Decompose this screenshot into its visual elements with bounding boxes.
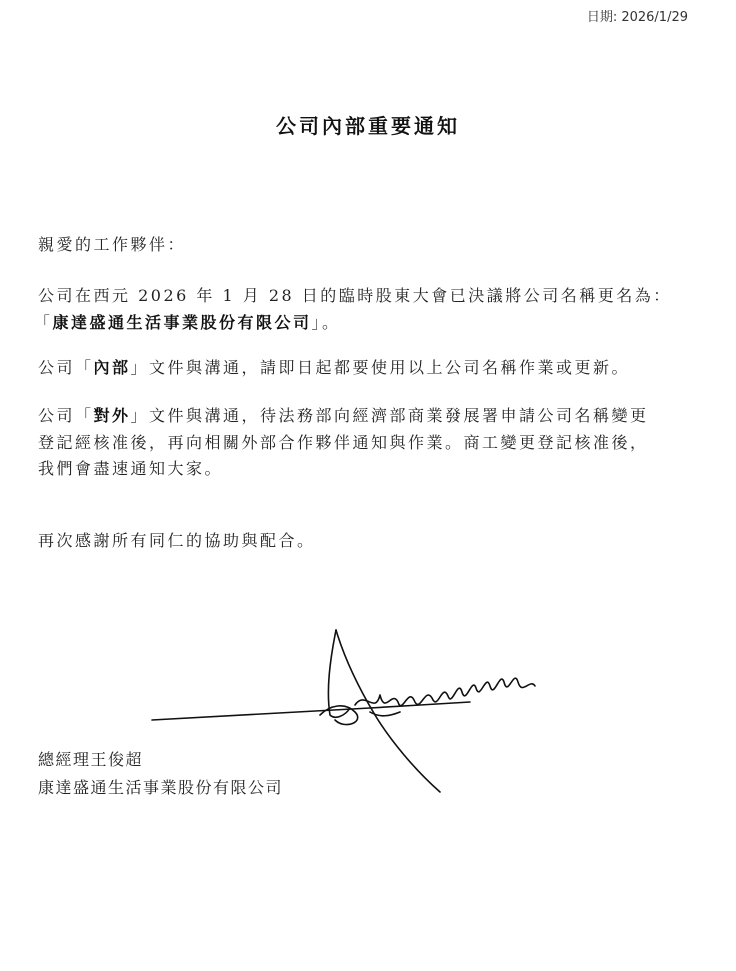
thanks-line: 再次感謝所有同仁的協助與配合。 <box>38 531 316 550</box>
paragraph-2 <box>38 355 630 378</box>
document-title: 公司內部重要通知 <box>276 114 460 138</box>
paragraph-3-line-1 <box>38 403 649 426</box>
paragraph-1-line-2 <box>34 310 341 333</box>
document-date: 日期: 2026/1/29 <box>586 10 688 25</box>
paragraph-3-line-3: 我們會盡速通知大家。 <box>38 459 224 478</box>
paragraph-3-line-2: 登記經核准後，再向相關外部合作夥伴通知與作業。商工變更登記核准後， <box>38 433 649 452</box>
close-quote: 」。 <box>311 313 341 332</box>
text: 公司「 <box>38 358 94 377</box>
emphasis-external: 對外 <box>93 406 131 425</box>
text: 」文件與溝通，待法務部向經濟部商業發展署申請公司名稱變更 <box>130 406 649 425</box>
signatory-company: 康達盛通生活事業股份有限公司 <box>38 778 284 797</box>
open-quote: 「 <box>34 313 53 332</box>
paragraph-1-line-1: 公司在西元 2026 年 1 月 28 日的臨時股東大會已決議將公司名稱更名為： <box>38 286 672 305</box>
emphasis-internal: 內部 <box>93 358 131 377</box>
signatory-title-name: 總經理王俊超 <box>38 750 144 769</box>
text: 」文件與溝通，請即日起都要使用以上公司名稱作業或更新。 <box>130 358 631 377</box>
greeting: 親愛的工作夥伴： <box>38 235 187 254</box>
new-company-name: 康達盛通生活事業股份有限公司 <box>52 313 312 332</box>
text: 公司「 <box>38 406 94 425</box>
